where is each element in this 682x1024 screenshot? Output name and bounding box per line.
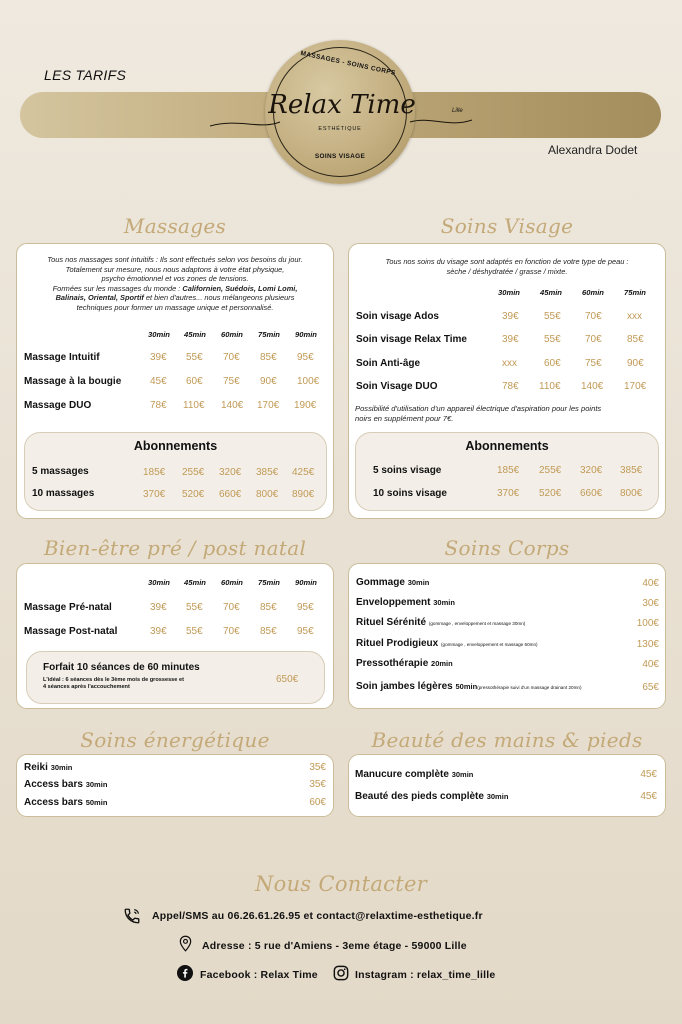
service-name	[356, 597, 455, 608]
price: 650€	[276, 674, 299, 685]
price: 70€	[223, 626, 240, 637]
subscriptions-title: Abonnements	[465, 439, 549, 453]
service-name: Soin visage Ados	[356, 311, 439, 322]
price: 75€	[223, 376, 240, 387]
massages-title: Massages	[123, 214, 227, 238]
price: 255€	[539, 465, 562, 476]
price: 95€	[297, 602, 314, 613]
price: 65€	[642, 682, 659, 693]
price: 70€	[223, 602, 240, 613]
price: 110€	[539, 381, 561, 392]
phone-icon	[123, 907, 141, 925]
price: 320€	[219, 467, 242, 478]
visage-intro-line: sèche / déshydratée / grasse / mixte.	[446, 266, 568, 276]
price: 85€	[260, 602, 277, 613]
price: 40€	[642, 659, 659, 670]
massages-intro-bold: Balinais, Oriental, Sportif	[55, 293, 144, 303]
service-label: Access bars	[24, 779, 83, 790]
logo-tagline-bottom: SOINS VISAGE	[314, 153, 366, 160]
price: 95€	[297, 626, 314, 637]
service-label: Access bars	[24, 797, 83, 808]
subscription-name: 5 massages	[32, 466, 89, 477]
service-duration: 30min	[433, 598, 455, 607]
massages-intro-bold: Californien, Suédois, Lomi Lomi,	[182, 283, 298, 293]
price: 170€	[257, 400, 280, 411]
price: 520€	[182, 489, 205, 500]
service-duration: 30min	[451, 770, 474, 779]
price: 185€	[143, 467, 166, 478]
service-name: Soin visage Relax Time	[356, 334, 467, 345]
logo-name: Relax Time	[268, 90, 416, 120]
price: 800€	[620, 488, 643, 499]
visage-note	[355, 404, 657, 424]
massages-intro	[20, 255, 330, 313]
subscriptions-title: Abonnements	[133, 439, 218, 453]
duration-header: 75min	[624, 288, 646, 297]
price: 425€	[292, 467, 315, 478]
price: 90€	[627, 358, 644, 369]
duration-header: 75min	[258, 578, 280, 587]
service-details: (gommage , enveloppement et massage 60mn)	[441, 642, 538, 647]
price: 385€	[620, 465, 643, 476]
service-details: (gommage , enveloppement et massage 30mn)	[428, 621, 526, 626]
price: 55€	[544, 334, 561, 345]
service-name: Soin Anti-âge	[356, 358, 421, 369]
price: 55€	[186, 352, 203, 363]
price: 85€	[627, 334, 644, 345]
service-name: Soin Visage DUO	[356, 381, 438, 392]
forfait-title: Forfait 10 séances de 60 minutes	[43, 662, 200, 673]
price: 190€	[294, 400, 317, 411]
price: 520€	[539, 488, 562, 499]
contact-title: Nous Contacter	[254, 872, 428, 896]
price: 60€	[544, 358, 561, 369]
price: 30€	[642, 598, 659, 609]
duration-header: 30min	[148, 330, 170, 339]
visage-title: Soins Visage	[440, 214, 574, 238]
service-label: Pressothérapie	[356, 658, 429, 669]
price: 55€	[186, 626, 203, 637]
price: 39€	[502, 334, 519, 345]
duration-header: 60min	[582, 288, 604, 297]
price: 890€	[292, 489, 315, 500]
duration-header: 30min	[148, 578, 170, 587]
price: 39€	[502, 311, 519, 322]
duration-header: 60min	[221, 578, 243, 587]
logo-tagline-top: MASSAGES - SOINS CORPS	[299, 49, 397, 78]
service-name: Massage Pré-natal	[24, 602, 112, 613]
contact-instagram[interactable]: Instagram : relax_time_lille	[355, 969, 496, 981]
massages-intro-line: Tous nos massages sont intuitifs : Ils sont effectués selon vos besoins du jour.	[47, 255, 303, 264]
price: 370€	[143, 489, 166, 500]
visage-note-line: Possibilité d'utilisation d'un appareil électrique d'aspiration pour les points	[355, 404, 602, 413]
logo-city: Lille	[452, 108, 463, 114]
service-label: Rituel Sérénité	[356, 617, 427, 628]
service-name	[355, 791, 508, 802]
price: 90€	[260, 376, 277, 387]
service-duration: 30min	[85, 780, 108, 789]
duration-header: 90min	[295, 330, 317, 339]
price: 75€	[585, 358, 602, 369]
service-name	[355, 769, 473, 780]
massages-intro-text: Formées sur les massages du monde :	[52, 283, 183, 293]
price: 70€	[223, 352, 240, 363]
price: 255€	[182, 467, 205, 478]
price: 45€	[640, 769, 657, 780]
instagram-icon	[333, 965, 349, 981]
price: 60€	[186, 376, 203, 387]
price: 385€	[256, 467, 279, 478]
price: 110€	[183, 400, 205, 411]
price: 660€	[580, 488, 603, 499]
duration-header: 30min	[498, 288, 520, 297]
price: 39€	[150, 352, 167, 363]
price: 39€	[150, 602, 167, 613]
service-name: Massage DUO	[24, 400, 92, 411]
duration-header: 45min	[540, 288, 562, 297]
service-duration: 30min	[407, 578, 430, 587]
prenatal-title: Bien-être pré / post natal	[43, 536, 307, 560]
service-duration: 50min	[85, 798, 108, 807]
price: 70€	[585, 334, 602, 345]
price: xxx	[502, 358, 517, 369]
massages-intro-line: Totalement sur mesure, nous nous adaptons à votre état physique,	[65, 264, 285, 274]
duration-header: 90min	[295, 578, 317, 587]
facebook-icon	[177, 965, 193, 981]
service-details: (pressothérapie suivi d'un massage drainant 20mn)	[477, 685, 582, 690]
forfait-details	[43, 677, 184, 691]
massages-intro-text: et bien d'autres... nous mélangeons plusieurs	[143, 293, 295, 303]
forfait-details-line: 4 séances après l'accouchement	[43, 684, 130, 690]
duration-header: 45min	[184, 578, 206, 587]
location-pin-icon	[178, 935, 193, 952]
price: 78€	[150, 400, 167, 411]
service-label: Rituel Prodigieux	[356, 638, 439, 649]
service-name	[356, 681, 581, 692]
forfait-details-line: L'idéal : 6 séances dès le 3ème mois de grossesse et	[43, 677, 184, 683]
price: 660€	[219, 489, 242, 500]
service-name: Massage à la bougie	[24, 376, 122, 387]
beaute-title: Beauté des mains & pieds	[371, 728, 643, 752]
service-label: Manucure complète	[355, 769, 449, 780]
contact-address: Adresse : 5 rue d'Amiens - 3eme étage - 59000 Lille	[202, 940, 467, 952]
service-name	[24, 797, 107, 808]
visage-intro	[352, 257, 662, 276]
service-label: Enveloppement	[356, 597, 431, 608]
page-heading: LES TARIFS	[44, 67, 127, 83]
duration-header: 60min	[221, 330, 243, 339]
price: 170€	[624, 381, 647, 392]
visage-intro-line: Tous nos soins du visage sont adaptés en fonction de votre type de peau :	[385, 257, 629, 266]
service-duration: 30min	[50, 763, 73, 772]
price: 185€	[497, 465, 520, 476]
duration-header: 75min	[258, 330, 280, 339]
visage-note-line: noirs en supplément pour 7€.	[355, 413, 454, 423]
price: 85€	[260, 626, 277, 637]
price: 140€	[581, 381, 604, 392]
price: 70€	[585, 311, 602, 322]
duration-header: 45min	[184, 330, 206, 339]
price: 320€	[580, 465, 603, 476]
service-name	[24, 779, 107, 790]
massages-intro-line	[20, 284, 330, 294]
service-label: Beauté des pieds complète	[355, 791, 484, 802]
contact-facebook[interactable]: Facebook : Relax Time	[200, 969, 318, 981]
subscription-name: 5 soins visage	[373, 465, 442, 476]
contact-phone-email[interactable]: Appel/SMS au 06.26.61.26.95 et contact@relaxtime-esthetique.fr	[152, 910, 483, 922]
massages-intro-line	[20, 293, 330, 303]
service-label: Gommage	[356, 577, 405, 588]
price: 370€	[497, 488, 520, 499]
service-name	[24, 762, 72, 773]
price: 45€	[640, 791, 657, 802]
price: 800€	[256, 489, 279, 500]
service-name	[356, 658, 453, 669]
price: 60€	[309, 797, 326, 808]
price: 78€	[502, 381, 519, 392]
price: 55€	[544, 311, 561, 322]
price: 45€	[150, 376, 167, 387]
service-name: Massage Post-natal	[24, 626, 118, 637]
price: 100€	[636, 618, 659, 629]
service-duration: 50min	[455, 682, 478, 691]
massages-intro-line: techniques pour former un massage unique et personnalisé.	[76, 302, 274, 312]
author-name: Alexandra Dodet	[548, 143, 638, 157]
service-duration: 30min	[486, 792, 509, 801]
price: 130€	[636, 639, 659, 650]
logo-subtitle: ESTHÉTIQUE	[318, 126, 362, 132]
energetique-title: Soins énergétique	[80, 728, 270, 752]
subscription-name: 10 soins visage	[373, 488, 447, 499]
price: 39€	[150, 626, 167, 637]
service-name	[356, 577, 429, 588]
service-label: Reiki	[24, 762, 48, 773]
service-name	[356, 617, 525, 628]
price: 85€	[260, 352, 277, 363]
service-name	[356, 638, 538, 649]
service-label: Soin jambes légères	[356, 681, 453, 692]
price: 140€	[221, 400, 244, 411]
price: 35€	[309, 779, 326, 790]
service-duration: 20min	[431, 659, 453, 668]
price: 55€	[186, 602, 203, 613]
price: 100€	[297, 376, 320, 387]
corps-title: Soins Corps	[444, 536, 570, 560]
service-name: Massage Intuitif	[24, 352, 100, 363]
massages-intro-line: psycho émotionnel et vos zones de tensions.	[101, 274, 249, 284]
price: 40€	[642, 578, 659, 589]
beaute-card	[348, 754, 666, 817]
price: 35€	[309, 762, 326, 773]
price: 95€	[297, 352, 314, 363]
price: xxx	[627, 311, 642, 322]
subscription-name: 10 massages	[32, 488, 95, 499]
